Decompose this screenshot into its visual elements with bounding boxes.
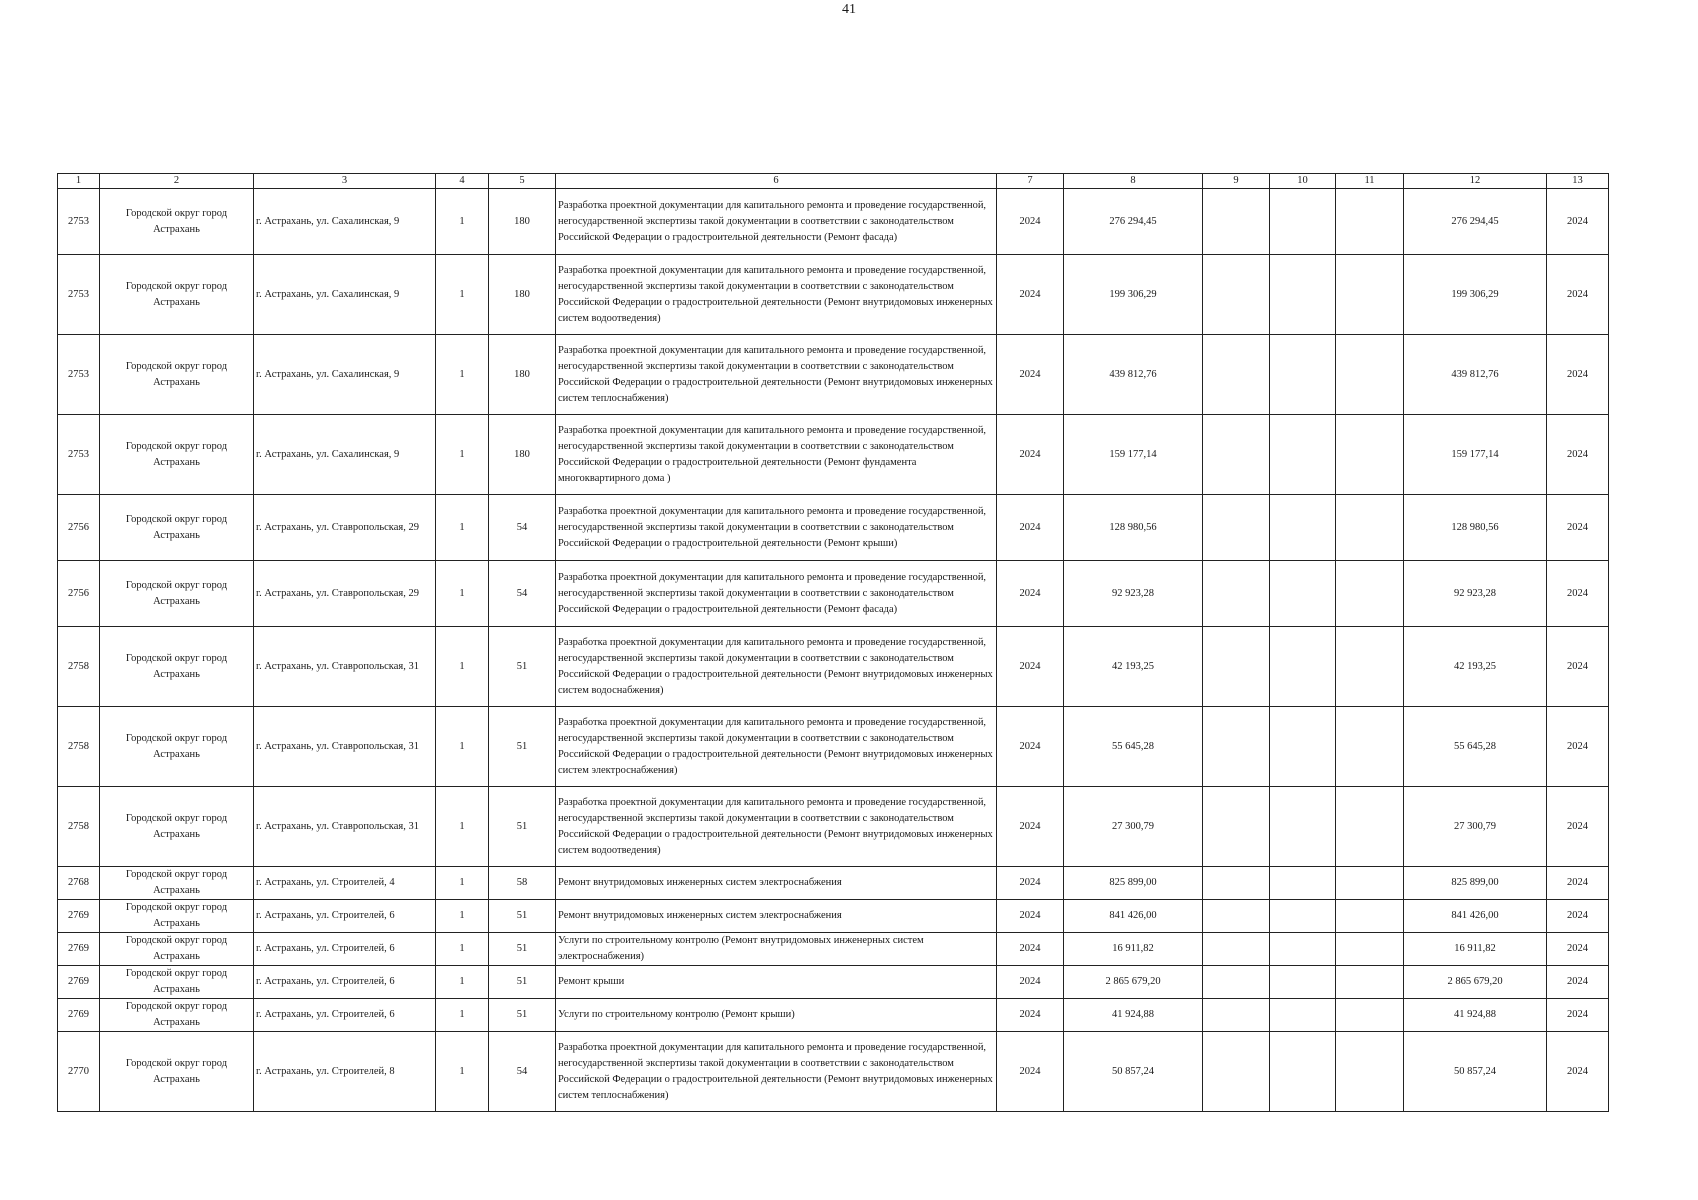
row-number-cell: 2753 xyxy=(58,335,100,415)
column-10-cell xyxy=(1270,189,1336,255)
work-description-cell: Разработка проектной документации для капитального ремонта и проведение государственной, негосударственной экспертизы такой документации в соответствии с законодательством Российской Федерации о градостроительной деятельности (Ремонт внутридомовых инженерных систем водоотведения) xyxy=(556,255,997,335)
work-description-cell: Услуги по строительному контролю (Ремонт крыши) xyxy=(556,999,997,1032)
column-5-cell: 51 xyxy=(489,707,556,787)
column-13-cell: 2024 xyxy=(1547,707,1609,787)
column-12-cell: 16 911,82 xyxy=(1404,933,1547,966)
work-description-cell: Разработка проектной документации для капитального ремонта и проведение государственной, негосударственной экспертизы такой документации в соответствии с законодательством Российской Федерации о градостроительной деятельности (Ремонт внутридомовых инженерных систем теплоснабжения) xyxy=(556,1032,997,1112)
column-5-cell: 51 xyxy=(489,933,556,966)
column-9-cell xyxy=(1203,335,1270,415)
column-9-cell xyxy=(1203,900,1270,933)
column-13-cell: 2024 xyxy=(1547,999,1609,1032)
year-cell: 2024 xyxy=(997,255,1064,335)
year-cell: 2024 xyxy=(997,495,1064,561)
column-4-cell: 1 xyxy=(436,1032,489,1112)
column-4-cell: 1 xyxy=(436,495,489,561)
year-cell: 2024 xyxy=(997,966,1064,999)
column-5-cell: 51 xyxy=(489,787,556,867)
column-10-cell xyxy=(1270,787,1336,867)
column-13-cell: 2024 xyxy=(1547,255,1609,335)
column-12-cell: 128 980,56 xyxy=(1404,495,1547,561)
column-13-cell: 2024 xyxy=(1547,189,1609,255)
year-cell: 2024 xyxy=(997,900,1064,933)
column-number-header: 6 xyxy=(556,174,997,189)
table-row xyxy=(58,561,1609,627)
column-number-row xyxy=(58,174,1609,189)
municipality-cell: Городской округ город Астрахань xyxy=(100,495,254,561)
row-number-cell: 2756 xyxy=(58,495,100,561)
table-row xyxy=(58,1032,1609,1112)
address-cell: г. Астрахань, ул. Строителей, 4 xyxy=(254,867,436,900)
address-cell: г. Астрахань, ул. Сахалинская, 9 xyxy=(254,255,436,335)
table-row xyxy=(58,999,1609,1032)
column-9-cell xyxy=(1203,415,1270,495)
column-12-cell: 825 899,00 xyxy=(1404,867,1547,900)
column-5-cell: 51 xyxy=(489,966,556,999)
table-body xyxy=(58,189,1609,1112)
column-11-cell xyxy=(1336,867,1404,900)
year-cell: 2024 xyxy=(997,561,1064,627)
table-row xyxy=(58,966,1609,999)
work-description-cell: Разработка проектной документации для капитального ремонта и проведение государственной, негосударственной экспертизы такой документации в соответствии с законодательством Российской Федерации о градостроительной деятельности (Ремонт фасада) xyxy=(556,561,997,627)
year-cell: 2024 xyxy=(997,415,1064,495)
row-number-cell: 2769 xyxy=(58,999,100,1032)
municipality-cell: Городской округ город Астрахань xyxy=(100,561,254,627)
work-description-cell: Ремонт внутридомовых инженерных систем электроснабжения xyxy=(556,900,997,933)
column-11-cell xyxy=(1336,787,1404,867)
column-4-cell: 1 xyxy=(436,787,489,867)
column-11-cell xyxy=(1336,966,1404,999)
column-number-header: 3 xyxy=(254,174,436,189)
column-number-header: 5 xyxy=(489,174,556,189)
column-9-cell xyxy=(1203,255,1270,335)
year-cell: 2024 xyxy=(997,933,1064,966)
column-9-cell xyxy=(1203,966,1270,999)
cost-cell: 27 300,79 xyxy=(1064,787,1203,867)
column-9-cell xyxy=(1203,627,1270,707)
year-cell: 2024 xyxy=(997,189,1064,255)
column-13-cell: 2024 xyxy=(1547,966,1609,999)
cost-cell: 16 911,82 xyxy=(1064,933,1203,966)
column-12-cell: 159 177,14 xyxy=(1404,415,1547,495)
column-10-cell xyxy=(1270,561,1336,627)
column-12-cell: 276 294,45 xyxy=(1404,189,1547,255)
row-number-cell: 2768 xyxy=(58,867,100,900)
column-12-cell: 55 645,28 xyxy=(1404,707,1547,787)
cost-cell: 841 426,00 xyxy=(1064,900,1203,933)
column-9-cell xyxy=(1203,787,1270,867)
column-9-cell xyxy=(1203,495,1270,561)
column-13-cell: 2024 xyxy=(1547,1032,1609,1112)
column-11-cell xyxy=(1336,1032,1404,1112)
column-9-cell xyxy=(1203,561,1270,627)
column-4-cell: 1 xyxy=(436,867,489,900)
column-number-header: 7 xyxy=(997,174,1064,189)
year-cell: 2024 xyxy=(997,707,1064,787)
municipality-cell: Городской округ город Астрахань xyxy=(100,627,254,707)
column-5-cell: 180 xyxy=(489,189,556,255)
column-number-header: 10 xyxy=(1270,174,1336,189)
column-13-cell: 2024 xyxy=(1547,627,1609,707)
address-cell: г. Астрахань, ул. Сахалинская, 9 xyxy=(254,415,436,495)
column-number-header: 12 xyxy=(1404,174,1547,189)
column-11-cell xyxy=(1336,415,1404,495)
work-description-cell: Разработка проектной документации для капитального ремонта и проведение государственной, негосударственной экспертизы такой документации в соответствии с законодательством Российской Федерации о градостроительной деятельности (Ремонт крыши) xyxy=(556,495,997,561)
column-number-header: 9 xyxy=(1203,174,1270,189)
column-5-cell: 180 xyxy=(489,415,556,495)
municipality-cell: Городской округ город Астрахань xyxy=(100,1032,254,1112)
work-description-cell: Разработка проектной документации для капитального ремонта и проведение государственной, негосударственной экспертизы такой документации в соответствии с законодательством Российской Федерации о градостроительной деятельности (Ремонт фасада) xyxy=(556,189,997,255)
column-11-cell xyxy=(1336,999,1404,1032)
column-9-cell xyxy=(1203,867,1270,900)
column-9-cell xyxy=(1203,999,1270,1032)
address-cell: г. Астрахань, ул. Сахалинская, 9 xyxy=(254,335,436,415)
municipality-cell: Городской округ город Астрахань xyxy=(100,415,254,495)
address-cell: г. Астрахань, ул. Строителей, 8 xyxy=(254,1032,436,1112)
address-cell: г. Астрахань, ул. Строителей, 6 xyxy=(254,999,436,1032)
column-4-cell: 1 xyxy=(436,966,489,999)
capital-repair-table xyxy=(57,173,1609,1112)
row-number-cell: 2753 xyxy=(58,255,100,335)
column-5-cell: 54 xyxy=(489,1032,556,1112)
column-4-cell: 1 xyxy=(436,900,489,933)
column-4-cell: 1 xyxy=(436,707,489,787)
table-row xyxy=(58,495,1609,561)
table-row xyxy=(58,787,1609,867)
cost-cell: 825 899,00 xyxy=(1064,867,1203,900)
column-number-header: 13 xyxy=(1547,174,1609,189)
column-4-cell: 1 xyxy=(436,415,489,495)
column-13-cell: 2024 xyxy=(1547,900,1609,933)
column-number-header: 11 xyxy=(1336,174,1404,189)
column-10-cell xyxy=(1270,255,1336,335)
column-10-cell xyxy=(1270,867,1336,900)
year-cell: 2024 xyxy=(997,867,1064,900)
column-number-header: 1 xyxy=(58,174,100,189)
cost-cell: 2 865 679,20 xyxy=(1064,966,1203,999)
row-number-cell: 2769 xyxy=(58,933,100,966)
municipality-cell: Городской округ город Астрахань xyxy=(100,335,254,415)
cost-cell: 55 645,28 xyxy=(1064,707,1203,787)
column-4-cell: 1 xyxy=(436,999,489,1032)
column-10-cell xyxy=(1270,900,1336,933)
municipality-cell: Городской округ город Астрахань xyxy=(100,255,254,335)
column-4-cell: 1 xyxy=(436,255,489,335)
cost-cell: 50 857,24 xyxy=(1064,1032,1203,1112)
column-12-cell: 27 300,79 xyxy=(1404,787,1547,867)
row-number-cell: 2753 xyxy=(58,189,100,255)
table-row xyxy=(58,707,1609,787)
row-number-cell: 2758 xyxy=(58,707,100,787)
address-cell: г. Астрахань, ул. Строителей, 6 xyxy=(254,966,436,999)
row-number-cell: 2769 xyxy=(58,900,100,933)
row-number-cell: 2770 xyxy=(58,1032,100,1112)
address-cell: г. Астрахань, ул. Ставропольская, 29 xyxy=(254,495,436,561)
column-12-cell: 41 924,88 xyxy=(1404,999,1547,1032)
column-12-cell: 841 426,00 xyxy=(1404,900,1547,933)
column-13-cell: 2024 xyxy=(1547,933,1609,966)
column-13-cell: 2024 xyxy=(1547,415,1609,495)
column-13-cell: 2024 xyxy=(1547,561,1609,627)
municipality-cell: Городской округ город Астрахань xyxy=(100,900,254,933)
address-cell: г. Астрахань, ул. Ставропольская, 31 xyxy=(254,707,436,787)
table-row xyxy=(58,335,1609,415)
table-row xyxy=(58,627,1609,707)
column-9-cell xyxy=(1203,1032,1270,1112)
table-row xyxy=(58,255,1609,335)
cost-cell: 439 812,76 xyxy=(1064,335,1203,415)
address-cell: г. Астрахань, ул. Строителей, 6 xyxy=(254,933,436,966)
year-cell: 2024 xyxy=(997,627,1064,707)
column-13-cell: 2024 xyxy=(1547,787,1609,867)
work-description-cell: Разработка проектной документации для капитального ремонта и проведение государственной, негосударственной экспертизы такой документации в соответствии с законодательством Российской Федерации о градостроительной деятельности (Ремонт внутридомовых инженерных систем водоснабжения) xyxy=(556,627,997,707)
column-10-cell xyxy=(1270,933,1336,966)
column-12-cell: 50 857,24 xyxy=(1404,1032,1547,1112)
column-10-cell xyxy=(1270,495,1336,561)
cost-cell: 42 193,25 xyxy=(1064,627,1203,707)
column-5-cell: 58 xyxy=(489,867,556,900)
column-11-cell xyxy=(1336,627,1404,707)
municipality-cell: Городской округ город Астрахань xyxy=(100,787,254,867)
table-row xyxy=(58,867,1609,900)
column-4-cell: 1 xyxy=(436,933,489,966)
column-12-cell: 2 865 679,20 xyxy=(1404,966,1547,999)
column-11-cell xyxy=(1336,495,1404,561)
column-9-cell xyxy=(1203,707,1270,787)
column-9-cell xyxy=(1203,933,1270,966)
work-description-cell: Разработка проектной документации для капитального ремонта и проведение государственной, негосударственной экспертизы такой документации в соответствии с законодательством Российской Федерации о градостроительной деятельности (Ремонт внутридомовых инженерных систем электроснабжения) xyxy=(556,707,997,787)
column-number-header: 2 xyxy=(100,174,254,189)
row-number-cell: 2753 xyxy=(58,415,100,495)
table-row xyxy=(58,415,1609,495)
address-cell: г. Астрахань, ул. Ставропольская, 31 xyxy=(254,627,436,707)
column-12-cell: 199 306,29 xyxy=(1404,255,1547,335)
column-12-cell: 92 923,28 xyxy=(1404,561,1547,627)
address-cell: г. Астрахань, ул. Ставропольская, 31 xyxy=(254,787,436,867)
year-cell: 2024 xyxy=(997,787,1064,867)
table-row xyxy=(58,933,1609,966)
column-11-cell xyxy=(1336,335,1404,415)
column-10-cell xyxy=(1270,335,1336,415)
municipality-cell: Городской округ город Астрахань xyxy=(100,189,254,255)
column-11-cell xyxy=(1336,189,1404,255)
year-cell: 2024 xyxy=(997,999,1064,1032)
table-row xyxy=(58,900,1609,933)
column-10-cell xyxy=(1270,627,1336,707)
column-4-cell: 1 xyxy=(436,627,489,707)
municipality-cell: Городской округ город Астрахань xyxy=(100,999,254,1032)
table-row xyxy=(58,189,1609,255)
column-5-cell: 180 xyxy=(489,255,556,335)
cost-cell: 159 177,14 xyxy=(1064,415,1203,495)
column-number-header: 8 xyxy=(1064,174,1203,189)
cost-cell: 199 306,29 xyxy=(1064,255,1203,335)
column-12-cell: 42 193,25 xyxy=(1404,627,1547,707)
work-description-cell: Услуги по строительному контролю (Ремонт внутридомовых инженерных систем электроснабжения) xyxy=(556,933,997,966)
column-5-cell: 54 xyxy=(489,495,556,561)
column-5-cell: 180 xyxy=(489,335,556,415)
column-10-cell xyxy=(1270,999,1336,1032)
row-number-cell: 2769 xyxy=(58,966,100,999)
row-number-cell: 2756 xyxy=(58,561,100,627)
column-10-cell xyxy=(1270,415,1336,495)
address-cell: г. Астрахань, ул. Строителей, 6 xyxy=(254,900,436,933)
row-number-cell: 2758 xyxy=(58,627,100,707)
column-5-cell: 54 xyxy=(489,561,556,627)
municipality-cell: Городской округ город Астрахань xyxy=(100,867,254,900)
cost-cell: 128 980,56 xyxy=(1064,495,1203,561)
cost-cell: 41 924,88 xyxy=(1064,999,1203,1032)
column-9-cell xyxy=(1203,189,1270,255)
work-description-cell: Разработка проектной документации для капитального ремонта и проведение государственной, негосударственной экспертизы такой документации в соответствии с законодательством Российской Федерации о градостроительной деятельности (Ремонт внутридомовых инженерных систем теплоснабжения) xyxy=(556,335,997,415)
work-description-cell: Разработка проектной документации для капитального ремонта и проведение государственной, негосударственной экспертизы такой документации в соответствии с законодательством Российской Федерации о градостроительной деятельности (Ремонт фундамента многоквартирного дома ) xyxy=(556,415,997,495)
cost-cell: 92 923,28 xyxy=(1064,561,1203,627)
column-13-cell: 2024 xyxy=(1547,495,1609,561)
column-10-cell xyxy=(1270,1032,1336,1112)
municipality-cell: Городской округ город Астрахань xyxy=(100,966,254,999)
column-11-cell xyxy=(1336,900,1404,933)
municipality-cell: Городской округ город Астрахань xyxy=(100,707,254,787)
column-4-cell: 1 xyxy=(436,189,489,255)
column-13-cell: 2024 xyxy=(1547,867,1609,900)
column-13-cell: 2024 xyxy=(1547,335,1609,415)
column-10-cell xyxy=(1270,966,1336,999)
column-5-cell: 51 xyxy=(489,627,556,707)
page-number: 41 xyxy=(842,2,856,17)
year-cell: 2024 xyxy=(997,335,1064,415)
column-5-cell: 51 xyxy=(489,900,556,933)
column-11-cell xyxy=(1336,255,1404,335)
work-description-cell: Ремонт крыши xyxy=(556,966,997,999)
column-11-cell xyxy=(1336,707,1404,787)
row-number-cell: 2758 xyxy=(58,787,100,867)
column-5-cell: 51 xyxy=(489,999,556,1032)
column-4-cell: 1 xyxy=(436,561,489,627)
year-cell: 2024 xyxy=(997,1032,1064,1112)
work-description-cell: Ремонт внутридомовых инженерных систем электроснабжения xyxy=(556,867,997,900)
column-4-cell: 1 xyxy=(436,335,489,415)
column-12-cell: 439 812,76 xyxy=(1404,335,1547,415)
work-description-cell: Разработка проектной документации для капитального ремонта и проведение государственной, негосударственной экспертизы такой документации в соответствии с законодательством Российской Федерации о градостроительной деятельности (Ремонт внутридомовых инженерных систем водоотведения) xyxy=(556,787,997,867)
cost-cell: 276 294,45 xyxy=(1064,189,1203,255)
municipality-cell: Городской округ город Астрахань xyxy=(100,933,254,966)
column-11-cell xyxy=(1336,561,1404,627)
column-10-cell xyxy=(1270,707,1336,787)
column-11-cell xyxy=(1336,933,1404,966)
address-cell: г. Астрахань, ул. Ставропольская, 29 xyxy=(254,561,436,627)
address-cell: г. Астрахань, ул. Сахалинская, 9 xyxy=(254,189,436,255)
column-number-header: 4 xyxy=(436,174,489,189)
